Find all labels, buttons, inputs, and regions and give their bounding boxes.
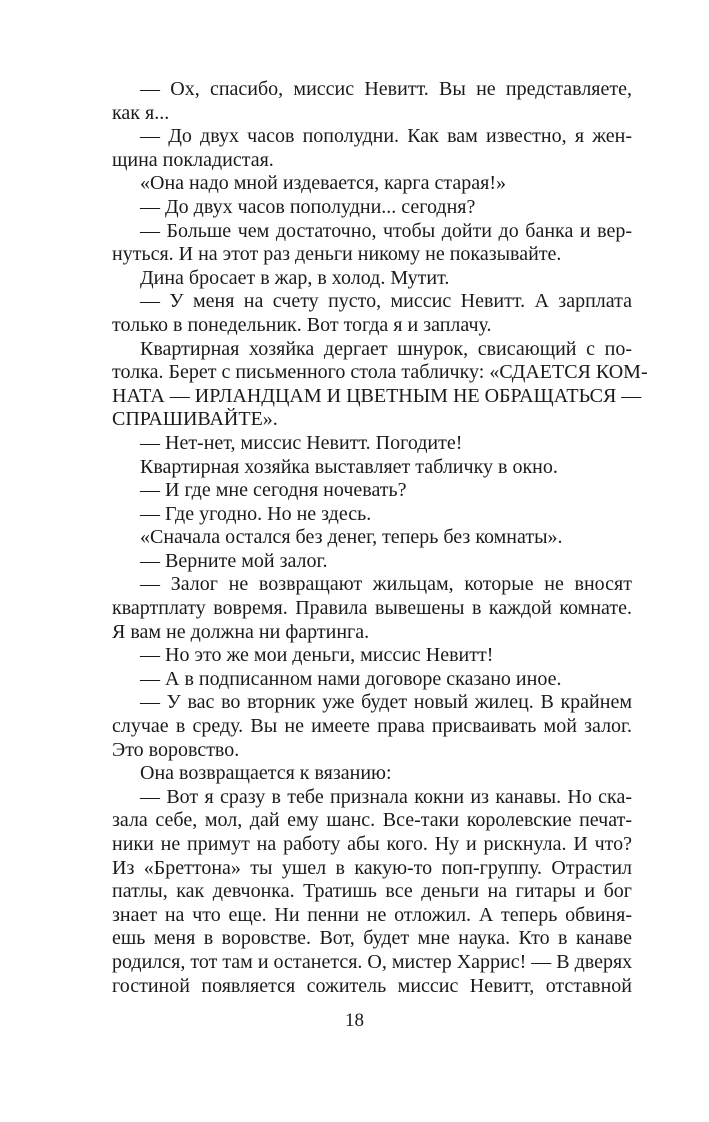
text-line: зала себе, мол, дай ему шанс. Все-таки королевские печат- [112, 809, 632, 832]
text-line: Дина бросает в жар, в холод. Мутит. [140, 266, 450, 289]
text-line: Это воровство. [112, 738, 240, 761]
text-line: Квартирная хозяйка выставляет табличку в окно. [140, 455, 558, 478]
text-line: родился, тот там и останется. О, мистер Харрис! — В дверях [112, 950, 633, 973]
text-line: Квартирная хозяйка дергает шнурок, свисающий с по- [140, 337, 632, 360]
text-line: знает на что еще. Ни пенни не отложил. А теперь обвиня- [112, 903, 632, 926]
text-line: — А в подписанном нами договоре сказано иное. [140, 667, 562, 690]
text-line: — Больше чем достаточно, чтобы дойти до банка и вер- [140, 219, 632, 242]
text-line: «Сначала остался без денег, теперь без комнаты». [140, 526, 563, 549]
text-line: ешь меня в воровстве. Вот, будет мне наука. Кто в канаве [112, 927, 632, 950]
page-body [112, 78, 648, 998]
text-line: — У меня на счету пусто, миссис Невитт. А зарплата [140, 290, 632, 313]
text-line: нуться. И на этот раз деньги никому не показывайте. [112, 243, 562, 266]
text-line: Из «Бреттона» ты ушел в какую-то поп-группу. Отрастил [112, 856, 632, 879]
text-line: — Залог не возвращают жильцам, которые не вносят [140, 573, 632, 596]
text-line: — Ох, спасибо, миссис Невитт. Вы не представляете, [140, 78, 632, 100]
text-line: — Где угодно. Но не здесь. [140, 502, 372, 525]
text-line: — До двух часов пополудни... сегодня? [140, 195, 476, 218]
text-line: — У вас во вторник уже будет новый жилец. В крайнем [140, 691, 632, 714]
text-line: НАТА — ИРЛАНДЦАМ И ЦВЕТНЫМ НЕ ОБРАЩАТЬСЯ — [112, 384, 642, 407]
text-line: квартплату вовремя. Правила вывешены в каждой комнате. [112, 597, 632, 620]
text-line: как я... [112, 101, 170, 124]
text-line: «Она надо мной издевается, карга старая!» [140, 172, 506, 195]
text-line: гостиной появляется сожитель миссис Невитт, отставной [112, 974, 632, 997]
text-line: щина покладистая. [112, 148, 274, 171]
text-line: Я вам не должна ни фартинга. [112, 620, 370, 643]
text-line: ники не примут на работу абы кого. Ну и рискнула. И что? [112, 833, 632, 855]
text-line: — Вот я сразу в тебе признала кокни из канавы. Но ска- [140, 785, 632, 808]
text-line: патлы, как девчонка. Тратишь все деньги на гитары и бог [112, 880, 632, 903]
text-line: случае в среду. Вы не имеете права присваивать мой залог. [112, 715, 632, 738]
text-line: Она возвращается к вязанию: [140, 762, 392, 785]
text-line: СПРАШИВАЙТЕ». [112, 408, 278, 431]
text-line: — До двух часов пополудни. Как вам известно, я жен- [140, 125, 632, 148]
page-number: 18 [345, 1010, 364, 1031]
text-line: — Верните мой залог. [140, 549, 328, 572]
text-line: — И где мне сегодня ночевать? [140, 479, 407, 502]
text-line: — Нет-нет, миссис Невитт. Погодите! [140, 431, 463, 454]
text-line: только в понедельник. Вот тогда я и заплачу. [112, 313, 492, 336]
text-line: — Но это же мои деньги, миссис Невитт! [140, 644, 494, 667]
text-line: толка. Берет с письменного стола табличку: «СДАЕТСЯ КОМ- [112, 361, 648, 384]
